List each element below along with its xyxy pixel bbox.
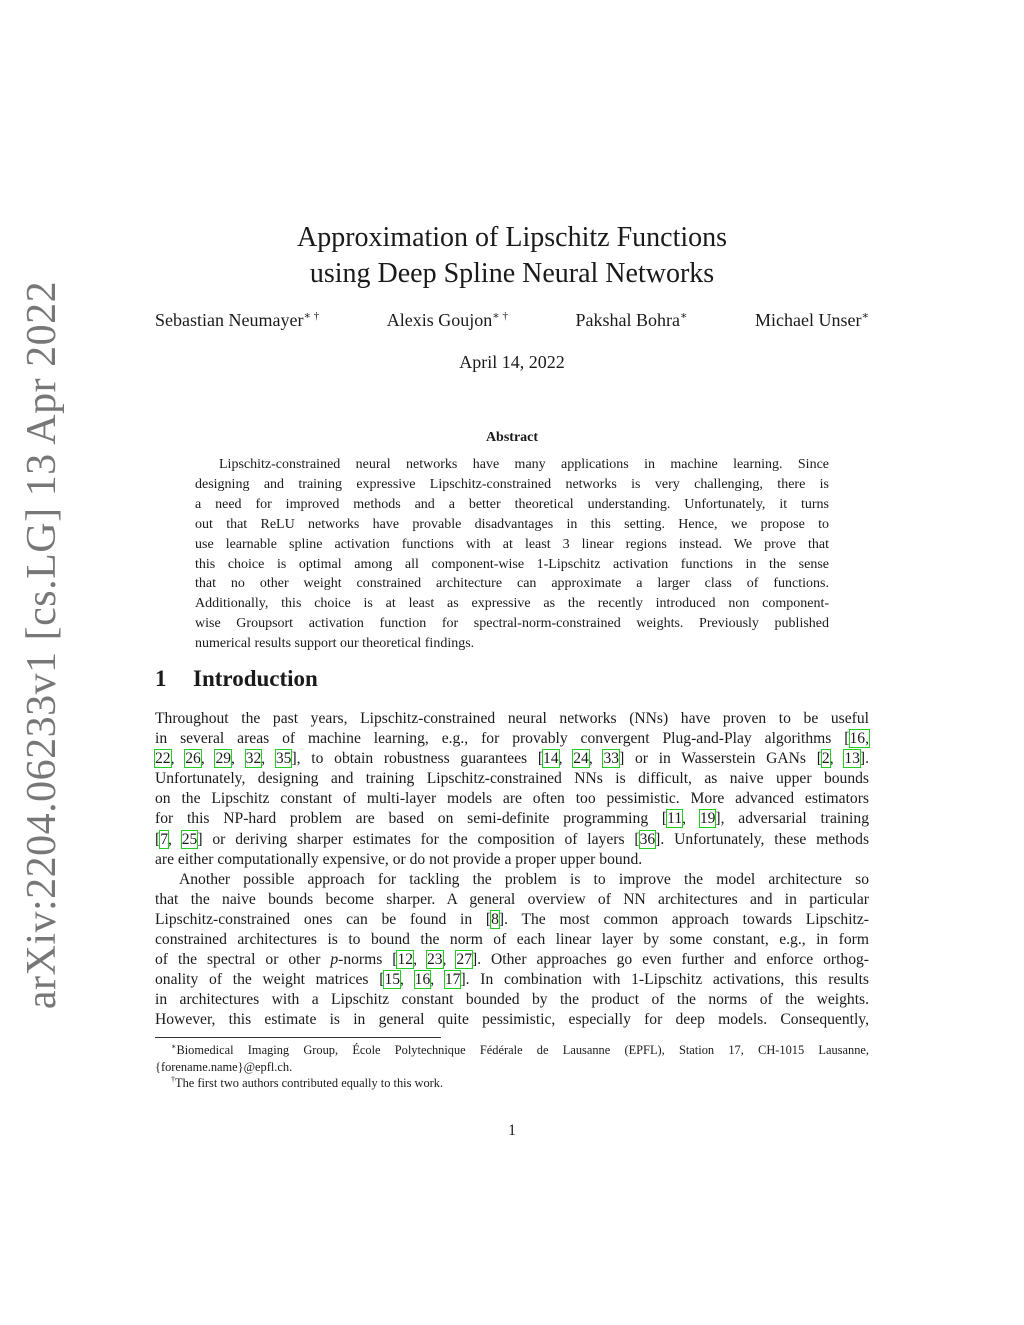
citation-link[interactable]: 32 <box>245 750 262 768</box>
body-line: of the spectral or other p-norms [12, 23, 27]. Other approaches go even further and enforce orthog- <box>155 951 869 969</box>
abstract-line: designing and training expressive Lipschitz-constrained networks is very challenging, there is <box>195 476 829 492</box>
citation-link[interactable]: 26 <box>185 750 201 768</box>
publication-date: April 14, 2022 <box>459 352 565 372</box>
body-line: on the Lipschitz constant of multi-layer models are often too pessimistic. More advanced estimators <box>155 790 869 808</box>
citation-link[interactable]: 19 <box>699 810 716 828</box>
body-line: Lipschitz-constrained ones can be found in [8]. The most common approach towards Lipschitz- <box>155 910 869 928</box>
citation-link[interactable]: 23 <box>426 951 443 969</box>
body-line: onality of the weight matrices [15, 16, 17]. In combination with 1-Lipschitz activations, this results <box>155 971 870 989</box>
body-line: that the naive bounds become sharper. A general overview of NN architectures and in particular <box>155 890 869 908</box>
abstract-line: wise Groupsort activation function for spectral-norm-constrained weights. Previously published <box>195 616 829 632</box>
body-line: Throughout the past years, Lipschitz-constrained neural networks (NNs) have proven to be useful <box>155 710 869 727</box>
citation-link[interactable]: 16 <box>414 971 431 989</box>
footnote-equal-contribution: †The first two authors contributed equally to this work. <box>171 1074 444 1090</box>
footnote-affiliation-email: {forename.name}@epfl.ch. <box>155 1059 293 1074</box>
paper-title-line-1: Approximation of Lipschitz Functions <box>296 222 728 253</box>
abstract-body <box>195 455 829 654</box>
body-line: Another possible approach for tackling the problem is to improve the model architecture so <box>179 870 869 888</box>
citation-link[interactable]: 33 <box>603 750 620 768</box>
abstract-line: use learnable spline activation functions with at least 3 linear regions instead. We prove that <box>195 536 829 552</box>
abstract-line: out that ReLU networks have provable disadvantages in this setting. Hence, we propose to <box>195 516 829 532</box>
page-number: 1 <box>508 1122 516 1139</box>
body-line: 22, 26, 29, 32, 35], to obtain robustness guarantees [14, 24, 33] or in Wasserstein GANs [2, 13]. <box>155 750 869 768</box>
body-line: in several areas of machine learning, e.g., for provably convergent Plug-and-Play algorithms [16, <box>155 730 869 748</box>
citation-link[interactable]: 22 <box>155 750 171 768</box>
section-number: 1 <box>155 666 167 691</box>
abstract-line: a need for improved methods and a better theoretical understanding. Unfortunately, it turns <box>195 496 829 512</box>
introduction-body <box>155 709 869 1031</box>
section-title: Introduction <box>193 666 318 691</box>
citation-link[interactable]: 11 <box>667 810 683 828</box>
paper-title-line-2: using Deep Spline Neural Networks <box>309 258 715 289</box>
abstract-line: Lipschitz-constrained neural networks have many applications in machine learning. Since <box>219 457 829 472</box>
abstract-line: this choice is optimal among all component-wise 1-Lipschitz activation functions in the sense <box>195 556 829 572</box>
citation-link[interactable]: 17 <box>444 971 461 989</box>
citation-link[interactable]: 25 <box>181 830 198 848</box>
footnote-divider <box>155 1037 441 1038</box>
citation-link[interactable]: 29 <box>215 750 232 768</box>
abstract-heading: Abstract <box>485 430 539 445</box>
body-line: [7, 25] or deriving sharper estimates for the composition of layers [36]. Unfortunately, these methods <box>155 830 870 848</box>
author: Sebastian Neumayer∗ † <box>155 310 320 330</box>
citation-link[interactable]: 13 <box>844 750 860 768</box>
citation-link[interactable]: 36 <box>639 830 656 848</box>
body-line: are either computationally expensive, or do not provide a proper upper bound. <box>155 850 643 868</box>
body-line: Unfortunately, designing and training Lipschitz-constrained NNs is difficult, as naive upper bounds <box>155 770 869 788</box>
citation-link[interactable]: 35 <box>275 750 292 768</box>
footnotes <box>155 1042 869 1092</box>
citation-link[interactable]: 12 <box>397 951 414 969</box>
citation-link[interactable]: 15 <box>384 971 401 989</box>
citation-link[interactable]: 2 <box>821 750 830 768</box>
body-line: for this NP-hard problem are based on semi-definite programming [11, 19], adversarial training <box>155 810 869 828</box>
abstract-line: numerical results support our theoretical findings. <box>195 636 475 652</box>
citation-link[interactable]: 7 <box>160 830 168 848</box>
abstract-line: that no other weight constrained architecture can approximate a larger class of functions. <box>195 576 829 592</box>
citation-link[interactable]: 16, <box>849 730 869 748</box>
author-list <box>155 310 869 331</box>
citation-link[interactable]: 8 <box>491 910 499 928</box>
author: Pakshal Bohra∗ <box>575 310 688 330</box>
footnote-affiliation: ∗Biomedical Imaging Group, École Polytechnique Fédérale de Lausanne (EPFL), Station 17, CH-1015 Lausanne, <box>171 1041 869 1057</box>
citation-link[interactable]: 27 <box>456 951 472 969</box>
author: Alexis Goujon∗ † <box>386 310 508 330</box>
abstract-line: Additionally, this choice is at least as expressive as the recently introduced non component- <box>195 596 829 612</box>
arxiv-stamp-text: arXiv:2204.06233v1 [cs.LG] 13 Apr 2022 <box>19 280 65 1010</box>
section-heading-introduction <box>155 666 318 692</box>
author: Michael Unser∗ <box>755 310 869 330</box>
body-line: constrained architectures is to bound the norm of each linear layer by some constant, e.g., in form <box>155 931 869 949</box>
body-line: in architectures with a Lipschitz constant bounded by the product of the norms of the weights. <box>155 991 869 1009</box>
body-line: However, this estimate is in general quite pessimistic, especially for deep models. Consequently, <box>155 1011 869 1029</box>
citation-link[interactable]: 24 <box>573 750 589 768</box>
citation-link[interactable]: 14 <box>543 750 559 768</box>
